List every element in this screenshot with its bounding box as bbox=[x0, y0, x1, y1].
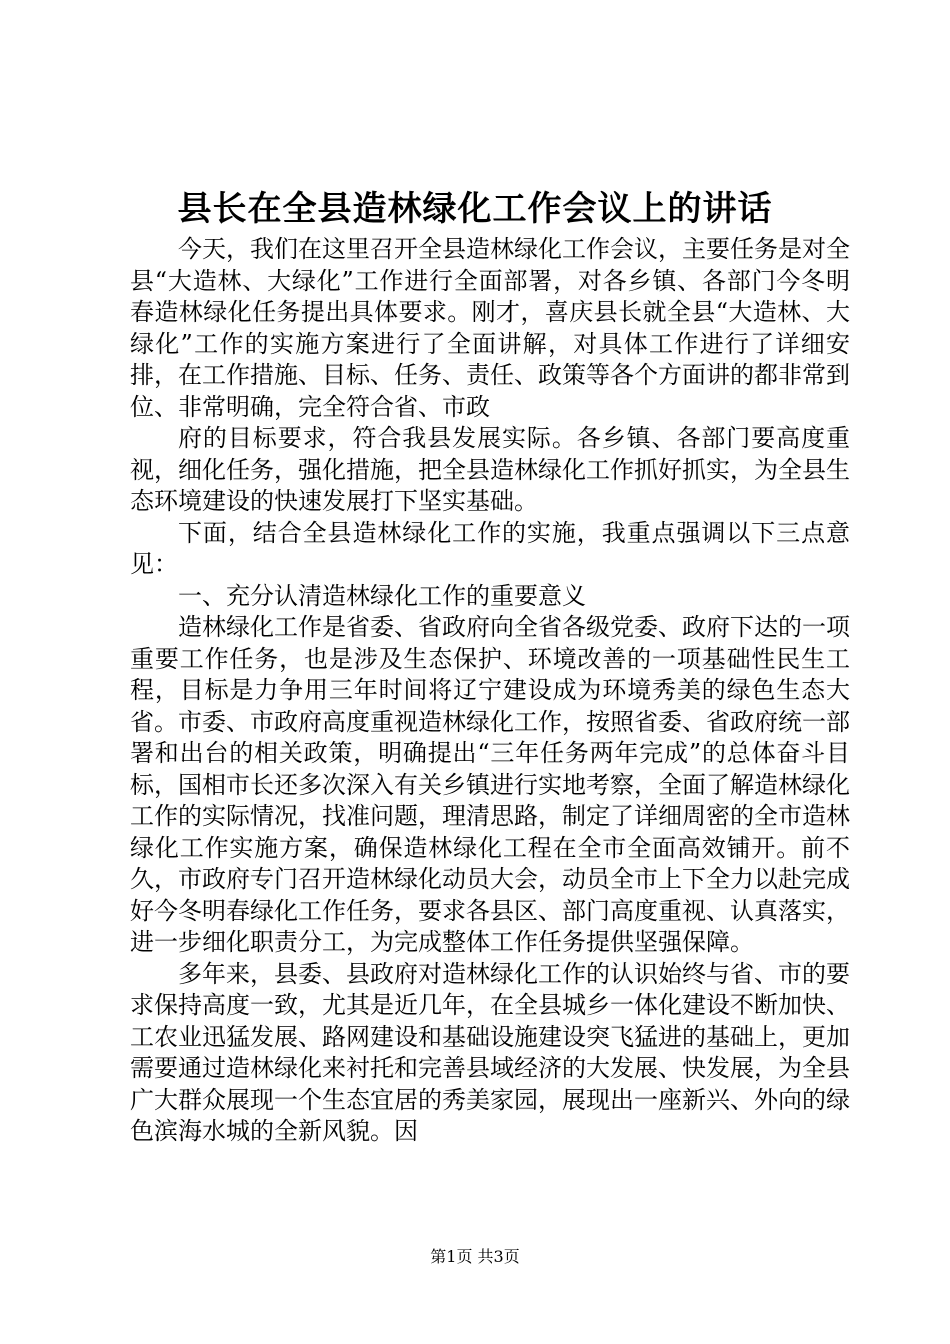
document-body bbox=[130, 234, 850, 1148]
paragraph-continuation: 府的目标要求，符合我县发展实际。各乡镇、各部门要高度重视，细化任务，强化措施，把全县造林绿化工作抓好抓实，为全县生态环境建设的快速发展打下坚实基础。 bbox=[130, 424, 850, 515]
paragraph-section-1b: 多年来，县委、县政府对造林绿化工作的认识始终与省、市的要求保持高度一致，尤其是近几年，在全县城乡一体化建设不断加快、工农业迅猛发展、路网建设和基础设施建设突飞猛进的基础上，更加需要通过造林绿化来衬托和完善县域经济的大发展、快发展，为全县广大群众展现一个生态宜居的秀美家园，展现出一座新兴、外向的绿色滨海水城的全新风貌。因 bbox=[130, 959, 850, 1145]
section-heading-1: 一、充分认清造林绿化工作的重要意义 bbox=[178, 581, 586, 610]
document-title: 县长在全县造林绿化工作会议上的讲话 bbox=[177, 189, 773, 229]
page-footer: 第1页 共3页 bbox=[430, 1247, 520, 1266]
paragraph-section-1a: 造林绿化工作是省委、省政府向全省各级党委、政府下达的一项重要工作任务，也是涉及生态保护、环境改善的一项基础性民生工程，目标是力争用三年时间将辽宁建设成为环境秀美的绿色生态大省。市委、市政府高度重视造林绿化工作，按照省委、省政府统一部署和出台的相关政策，明确提出“三年任务两年完成”的总体奋斗目标，国相市长还多次深入有关乡镇进行实地考察，全面了解造林绿化工作的实际情况，找准问题，理清思路，制定了详细周密的全市造林绿化工作实施方案，确保造林绿化工程在全市全面高效铺开。前不久，市政府专门召开造林绿化动员大会，动员全市上下全力以赴完成好今冬明春绿化工作任务，要求各县区、部门高度重视、认真落实，进一步细化职责分工，为完成整体工作任务提供坚强保障。 bbox=[130, 613, 850, 956]
paragraph-outline: 下面，结合全县造林绿化工作的实施，我重点强调以下三点意见： bbox=[130, 518, 850, 578]
paragraph-intro: 今天，我们在这里召开全县造林绿化工作会议，主要任务是对全县“大造林、大绿化”工作进行全面部署，对各乡镇、各部门今冬明春造林绿化任务提出具体要求。刚才，喜庆县长就全县“大造林、大绿化”工作的实施方案进行了全面讲解，对具体工作进行了详细安排，在工作措施、目标、任务、责任、政策等各个方面讲的都非常到位、非常明确，完全符合省、市政 bbox=[130, 235, 850, 421]
